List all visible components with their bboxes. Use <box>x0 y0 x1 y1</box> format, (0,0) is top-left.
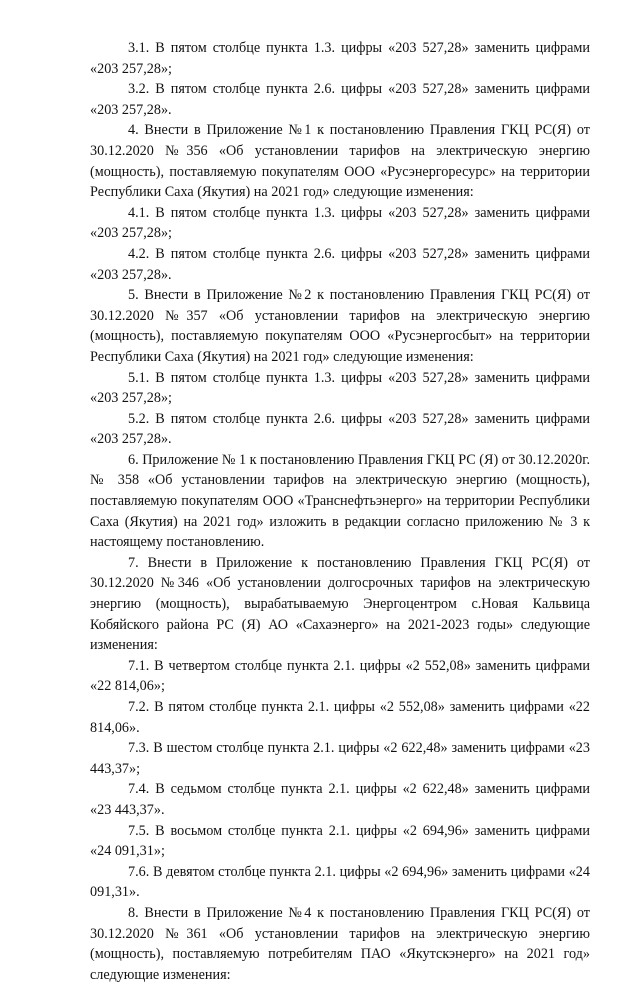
paragraph-4: 4. Внести в Приложение №1 к постановлению Правления ГКЦ РС(Я) от 30.12.2020 №356 «Об установлении тарифов на электрическую энергию (мощность), поставляемую покупателям ООО «Русэнергоресурс» на территории Республики Саха (Якутия) на 2021 год» следующие изменения: <box>90 122 590 201</box>
paragraph-7-3: 7.3. В шестом столбце пункта 2.1. цифры «2 622,48» заменить цифрами «23 443,37»; <box>90 740 590 777</box>
paragraph-5-1: 5.1. В пятом столбце пункта 1.3. цифры «203 527,28» заменить цифрами «203 257,28»; <box>90 369 590 407</box>
paragraph-7-6: 7.6. В девятом столбце пункта 2.1. цифры «2 694,96» заменить цифрами «24 091,31». <box>90 863 590 901</box>
document-page <box>90 38 590 985</box>
paragraph-7-2: 7.2. В пятом столбце пункта 2.1. цифры «2 552,08» заменить цифрами «22 814,06». <box>90 699 590 736</box>
paragraph-6: 6. Приложение № 1 к постановлению Правления ГКЦ РС (Я) от 30.12.2020г. № 358 «Об установлении тарифов на электрическую энергию (мощность), поставляемую покупателям ООО «Транснефтьэнерго» на территории Республики Саха (Якутия) на 2021 год» изложить в редакции согласно приложению № 3 к настоящему постановлению. <box>90 451 590 551</box>
paragraph-3-2: 3.2. В пятом столбце пункта 2.6. цифры «203 527,28» заменить цифрами «203 257,28». <box>90 81 590 118</box>
paragraph-4-2: 4.2. В пятом столбце пункта 2.6. цифры «203 527,28» заменить цифрами «203 257,28». <box>90 245 590 283</box>
paragraph-4-1: 4.1. В пятом столбце пункта 1.3. цифры «203 527,28» заменить цифрами «203 257,28»; <box>90 204 590 242</box>
paragraph-7-4: 7.4. В седьмом столбце пункта 2.1. цифры «2 622,48» заменить цифрами «23 443,37». <box>90 781 590 818</box>
paragraph-8: 8. Внести в Приложение №4 к постановлению Правления ГКЦ РС(Я) от 30.12.2020 №361 «Об установлении тарифов на электрическую энергию (мощность), поставляемую потребителям ПАО «Якутскэнерго» на 2021 год» следующие изменения: <box>90 904 590 983</box>
paragraph-7-5: 7.5. В восьмом столбце пункта 2.1. цифры «2 694,96» заменить цифрами «24 091,31»; <box>90 822 590 860</box>
paragraph-7-1: 7.1. В четвертом столбце пункта 2.1. цифры «2 552,08» заменить цифрами «22 814,06»; <box>90 657 590 695</box>
paragraph-5-2: 5.2. В пятом столбце пункта 2.6. цифры «203 527,28» заменить цифрами «203 257,28». <box>90 410 590 448</box>
paragraph-3-1: 3.1. В пятом столбце пункта 1.3. цифры «203 527,28» заменить цифрами «203 257,28»; <box>90 40 590 77</box>
paragraph-5: 5. Внести в Приложение №2 к постановлению Правления ГКЦ РС(Я) от 30.12.2020 №357 «Об установлении тарифов на электрическую энергию (мощность), поставляемую покупателям ООО «Русэнергосбыт» на территории Республики Саха (Якутия) на 2021 год» следующие изменения: <box>90 287 590 365</box>
paragraph-7: 7. Внести в Приложение к постановлению Правления ГКЦ РС(Я) от 30.12.2020 №346 «Об установлении долгосрочных тарифов на электрическую энергию (мощность), вырабатываемую Энергоцентром с.Новая Кальвица Кобяйского района РС (Я) АО «Сахаэнерго» на 2021-2023 годы» следующие изменения: <box>90 554 590 654</box>
